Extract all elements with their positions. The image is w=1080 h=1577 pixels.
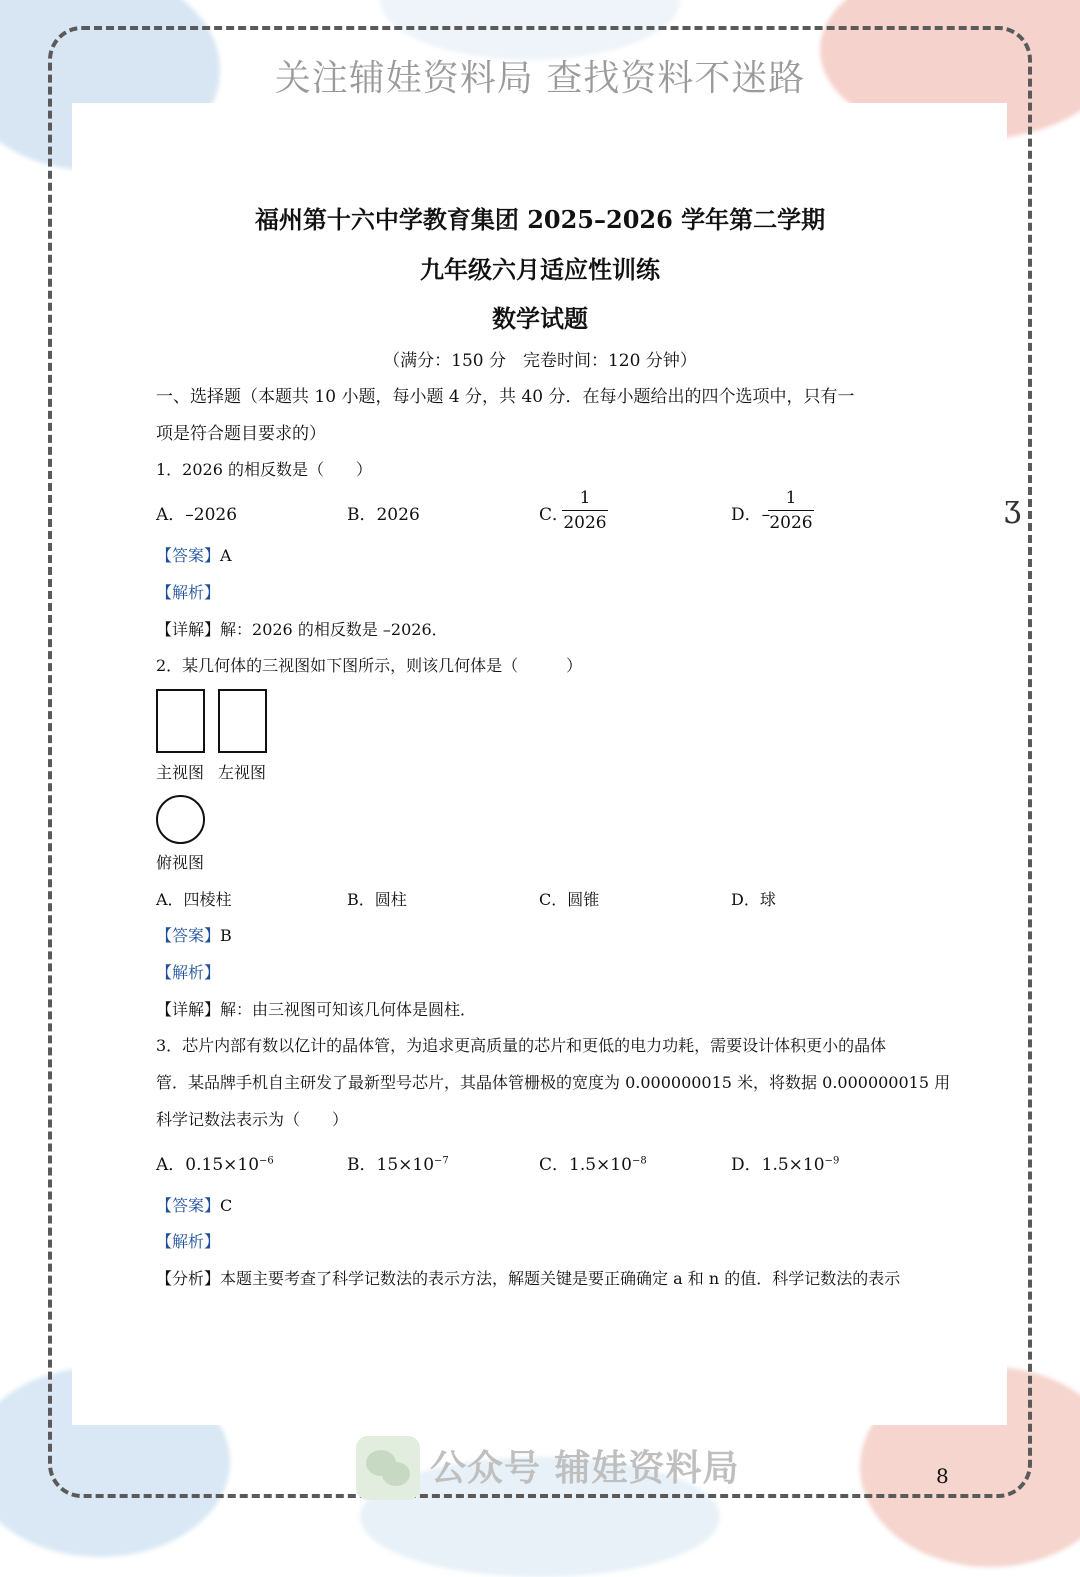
q3-analysis-tag: 【解析】 xyxy=(156,1232,221,1251)
top-banner: 关注辅娃资料局 查找资料不迷路 xyxy=(274,58,806,99)
q1-answer xyxy=(156,543,232,566)
option-base: 15×10 xyxy=(376,1155,435,1175)
answer-tag: 【答案】 xyxy=(156,1196,221,1215)
fenxi-text: 本题主要考查了科学记数法的表示方法，解题关键是要正确确定 a 和 n 的值．科学记数法的表示 xyxy=(220,1269,901,1288)
q1-option-d-fraction xyxy=(768,488,814,533)
q1-option-b: B．2026 xyxy=(347,505,420,525)
detail-tag: 【详解】 xyxy=(156,1000,221,1019)
fraction-denominator: 2026 xyxy=(563,513,607,533)
q2-answer xyxy=(156,923,232,946)
detail-tag: 【详解】 xyxy=(156,620,221,639)
q3-option-b xyxy=(347,1150,449,1175)
q1-detail xyxy=(156,617,448,640)
front-view-label: 主视图 xyxy=(156,763,205,782)
q1-analysis-tag: 【解析】 xyxy=(156,583,221,602)
option-base: 1.5×10 xyxy=(761,1155,825,1175)
page-number: 8 xyxy=(936,1464,949,1488)
left-view-label: 左视图 xyxy=(218,763,267,782)
top-view-circle xyxy=(156,795,205,844)
detail-text: 解：2026 的相反数是 –2026． xyxy=(220,620,448,639)
option-label: A． xyxy=(156,1155,186,1175)
option-exponent: −8 xyxy=(631,1155,647,1167)
answer-tag: 【答案】 xyxy=(156,546,221,565)
option-label: C． xyxy=(539,1155,570,1175)
q2-option-a: A．四棱柱 xyxy=(156,890,232,909)
option-exponent: −7 xyxy=(434,1155,449,1167)
section-instructions-line2: 项是符合题目要求的） xyxy=(156,424,326,444)
option-base: 0.15×10 xyxy=(185,1155,260,1175)
footer-account: 公众号 辅娃资料局 xyxy=(430,1448,740,1489)
exam-info: （满分：150 分 完卷时间：120 分钟） xyxy=(383,351,697,371)
top-view-label: 俯视图 xyxy=(156,853,205,872)
q2-analysis-tag: 【解析】 xyxy=(156,963,221,982)
q1-stem: 1．2026 的相反数是（ ） xyxy=(156,460,372,479)
q1-option-a: A．–2026 xyxy=(156,505,238,525)
option-exponent: −9 xyxy=(824,1155,840,1167)
q3-option-a xyxy=(156,1150,274,1175)
section-instructions-line1: 一、选择题（本题共 10 小题，每小题 4 分，共 40 分．在每小题给出的四个选项中，只有一 xyxy=(156,387,855,407)
wechat-icon xyxy=(356,1436,420,1500)
q2-detail xyxy=(156,997,476,1020)
option-label: D． xyxy=(731,1155,762,1175)
q2-option-b: B．圆柱 xyxy=(347,890,407,909)
exam-subject: 数学试题 xyxy=(492,304,588,333)
answer-tag: 【答案】 xyxy=(156,926,221,945)
q1-option-c-label: C． xyxy=(539,505,570,525)
exam-subtitle: 九年级六月适应性训练 xyxy=(420,255,660,284)
q3-answer xyxy=(156,1193,232,1216)
q3-stem-line3: 科学记数法表示为（ ） xyxy=(156,1110,349,1129)
q2-option-c: C．圆锥 xyxy=(539,890,600,909)
q3-option-d xyxy=(731,1150,839,1175)
fenxi-tag: 【分析】 xyxy=(156,1269,221,1288)
q3-option-c xyxy=(539,1150,647,1175)
q3-stem-line2: 管．某品牌手机自主研发了最新型号芯片，其晶体管栅极的宽度为 0.000000015 米，将数据 0.000000015 用 xyxy=(156,1073,951,1092)
left-view-rectangle xyxy=(218,689,267,753)
option-exponent: −6 xyxy=(259,1155,274,1167)
fraction-denominator: 2026 xyxy=(769,513,813,533)
answer-value: A xyxy=(220,546,232,565)
fraction-numerator: 1 xyxy=(562,488,608,511)
front-view-rectangle xyxy=(156,689,205,753)
q2-option-d: D．球 xyxy=(731,890,776,909)
detail-text: 解：由三视图可知该几何体是圆柱． xyxy=(220,1000,477,1019)
q3-fenxi xyxy=(156,1266,900,1289)
exam-school-title: 福州第十六中学教育集团 2025–2026 学年第二学期 xyxy=(254,205,826,234)
option-base: 1.5×10 xyxy=(569,1155,632,1175)
option-label: B． xyxy=(347,1155,377,1175)
q3-stem-line1: 3．芯片内部有数以亿计的晶体管，为追求更高质量的芯片和更低的电力功耗，需要设计体积更小的晶体 xyxy=(156,1036,887,1055)
q1-option-c-fraction xyxy=(562,488,608,533)
answer-value: B xyxy=(220,926,232,945)
answer-value: C xyxy=(220,1196,233,1215)
q2-stem: 2．某几何体的三视图如下图所示，则该几何体是（ ） xyxy=(156,656,583,675)
decor-doodle: ʒ xyxy=(1004,490,1021,525)
q1-option-d-label: D．– xyxy=(731,505,771,525)
fraction-numerator: 1 xyxy=(768,488,814,511)
